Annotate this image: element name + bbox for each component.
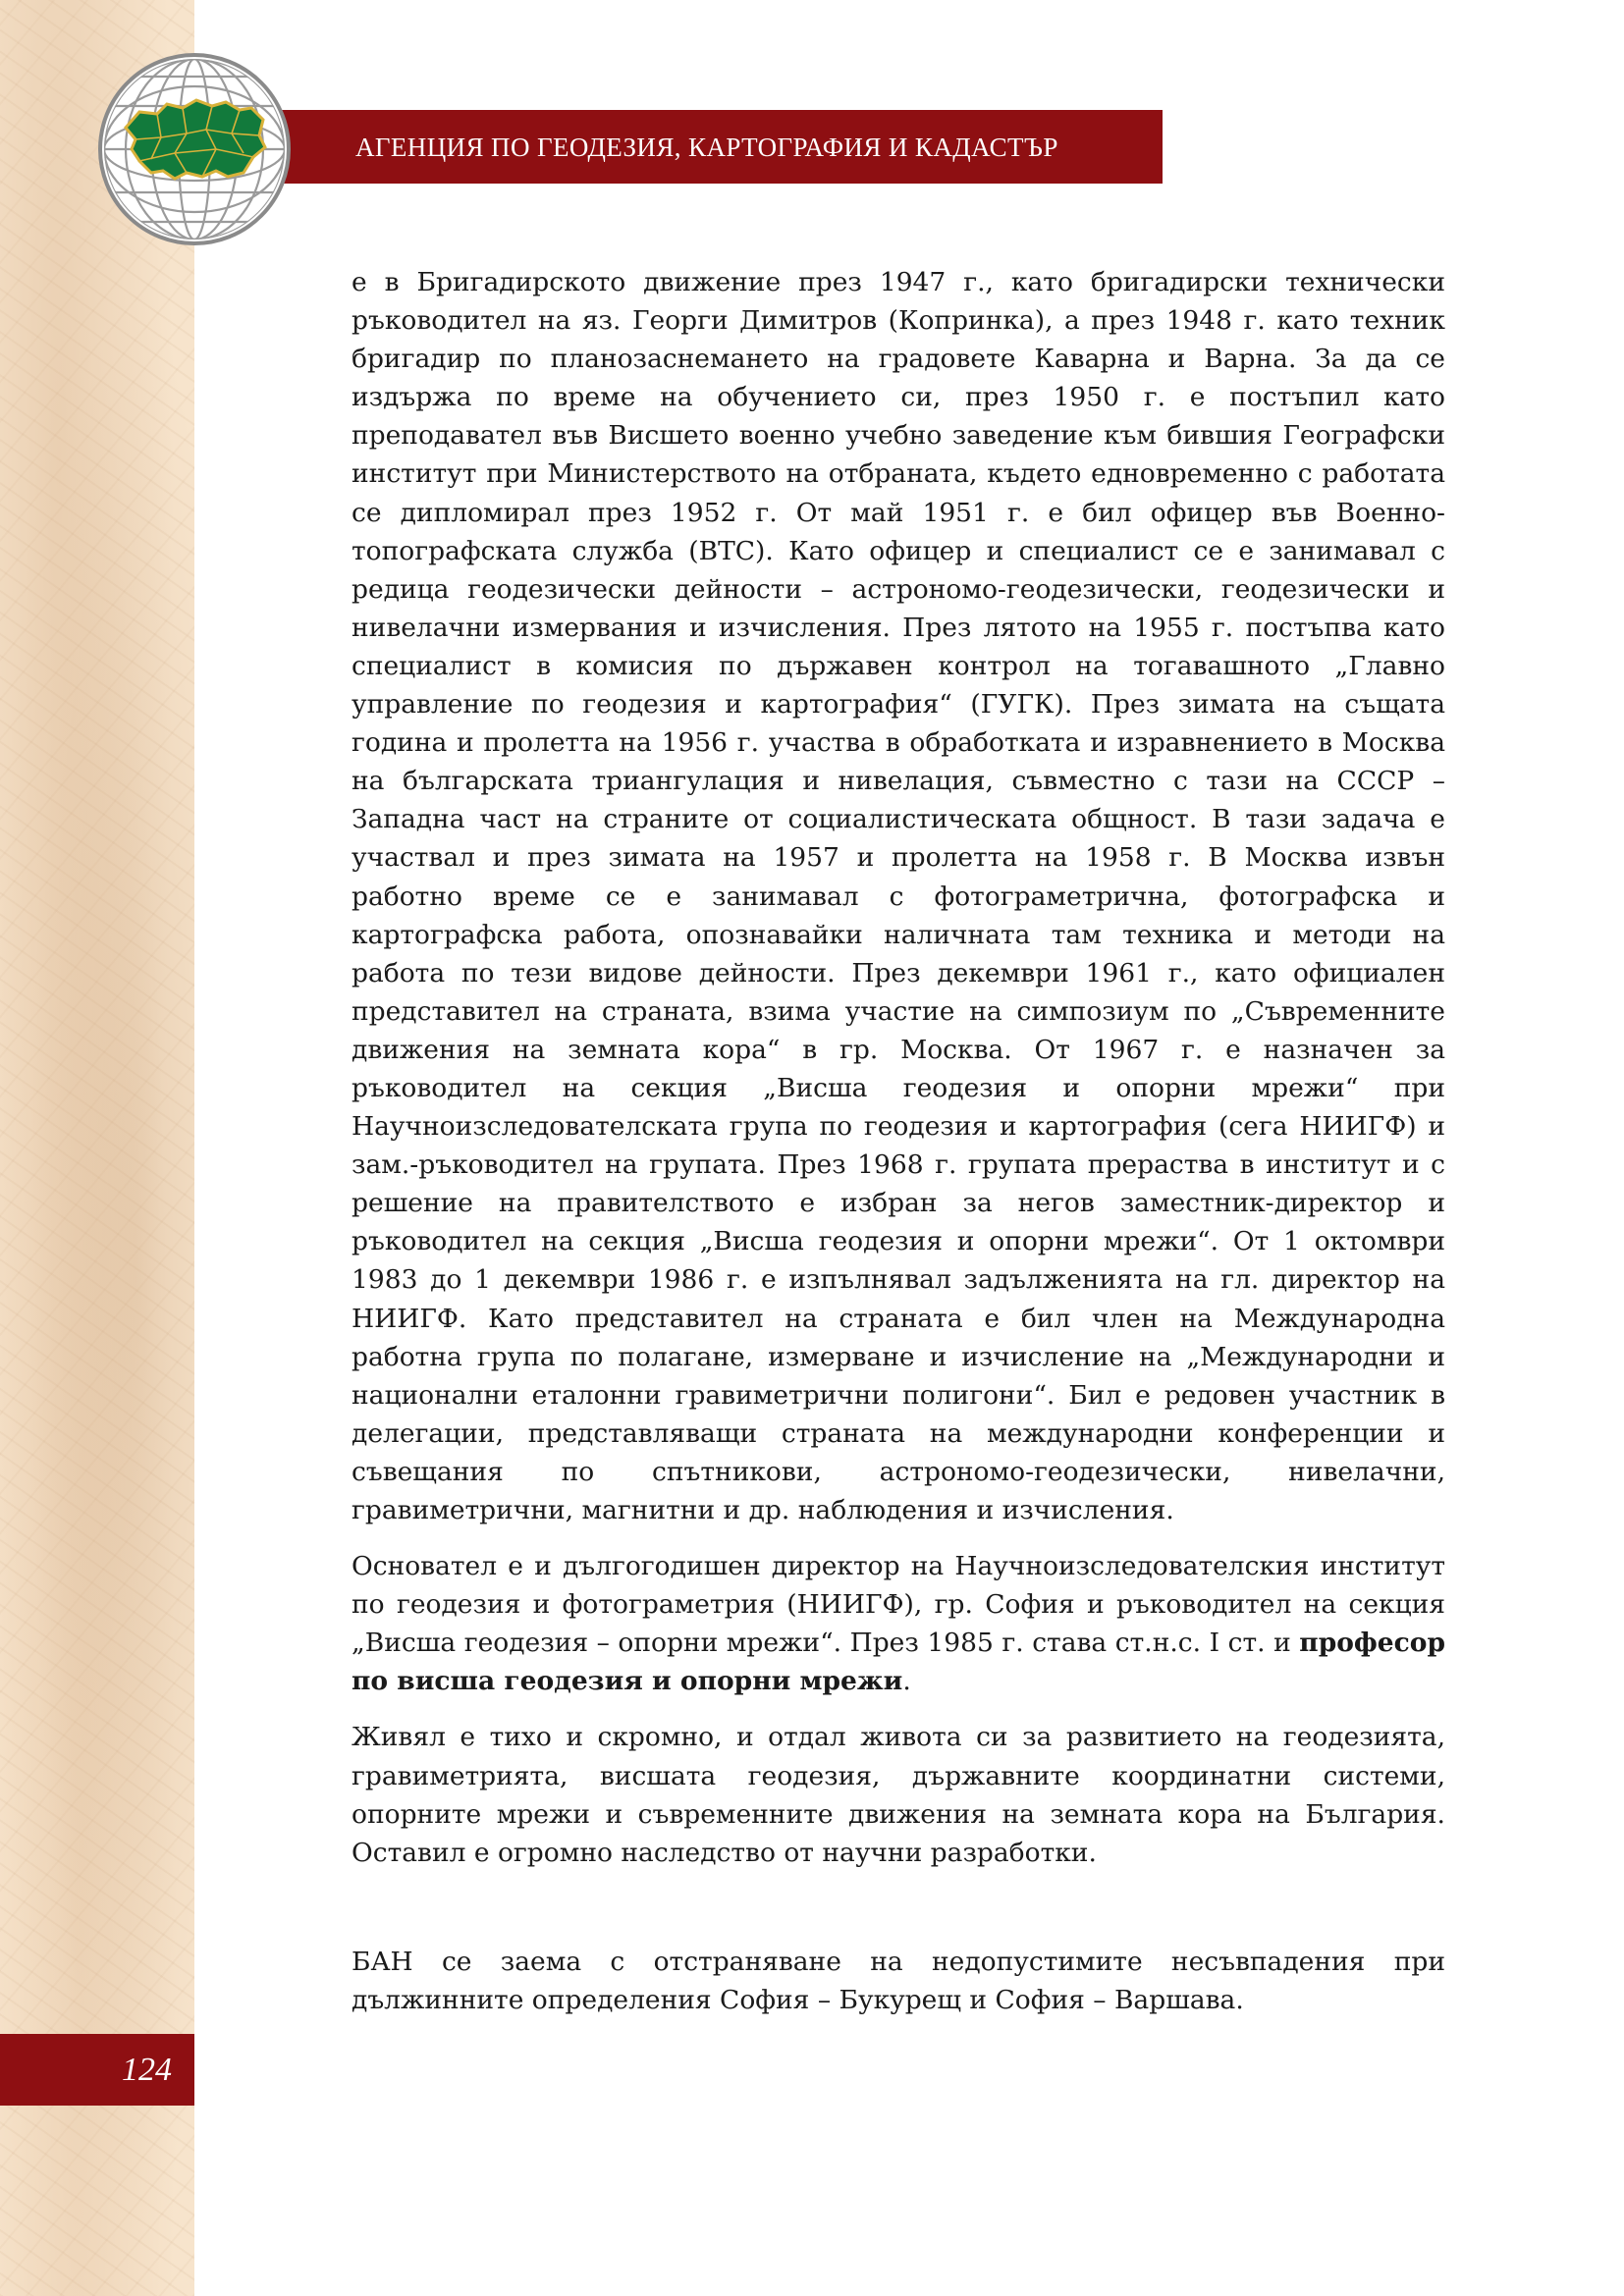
body-paragraph-2 <box>352 1547 1445 1700</box>
body-paragraph-3: Живял е тихо и скромно, и отдал живота си за развитието на геодезията, гравиметрията, висшата геодезия, държавните координатни системи, опорните мрежи и съвременните движения на земната кора на България. Оставил е огромно наследство от научни разработки. <box>352 1722 1445 1868</box>
page-number: 124 <box>122 2052 172 2088</box>
globe-with-bulgaria-map-icon <box>96 51 293 247</box>
header-title: АГЕНЦИЯ ПО ГЕОДЕЗИЯ, КАРТОГРАФИЯ И КАДАСТЪР <box>355 133 1058 162</box>
emphasis-professor-title: професор по висша геодезия и опорни мрежи <box>352 1628 1445 1697</box>
paragraph-text: Основател е и дългогодишен директор на Научноизследователския институт по геодезия и фотограметрия (НИИГФ), гр. София и ръководител на секция „Висша геодезия – опорни мрежи“. През 1985 г. става ст.н.с. I ст. и <box>352 1551 1445 1659</box>
paragraph-end: . <box>902 1666 911 1697</box>
article-body <box>352 263 1445 2037</box>
decorative-side-strip <box>0 0 194 2296</box>
body-paragraph-4: БАН се заема с отстраняване на недопустимите несъвпадения при дължинните определения София – Букурещ и София – Варшава. <box>352 1946 1445 2015</box>
body-paragraph-1: е в Бригадирското движение през 1947 г., като бригадирски технически ръководител на яз. Георги Димитров (Копринка), а през 1948 г. като техник бригадир по планозаснемането на градовете Каварна и Варна. За да се издържа по време на обучението си, през 1950 г. е постъпил като преподавател във Висшето военно учебно заведение към бившия Географски институт при Министерството на отбраната, където едновременно с работата се дипломирал през 1952 г. От май 1951 г. е бил офицер във Военно-топографската служба (ВТС). Като офицер и специалист се е занимавал с редица геодезически дейности – астрономо-геодезически, геодезически и нивелачни измервания и изчисления. През лятото на 1955 г. постъпва като специалист в комисия по държавен контрол на тогавашното „Главно управление по геодезия и картография“ (ГУГК). През зимата на същата година и пролетта на 1956 г. участва в обработката и изравнението в Москва на българската триангулация и нивелация, съвместно с тази на СССР – Западна част на страните от социалистическата общност. В тази задача е участвал и през зимата на 1957 и пролетта на 1958 г. В Москва извън работно време се е занимавал с фотограметрична, фотографска и картографска работа, опознавайки наличната там техника и методи на работа по тези видове дейности. През декември 1961 г., като официален представител на страната, взима участие на симпозиум по „Съвременните движения на земната кора“ в гр. Москва. От 1967 г. е назначен за ръководител на секция „Висша геодезия и опорни мрежи“ при Научноизследователската група по геодезия и картография (сега НИИГФ) и зам.-ръководител на групата. През 1968 г. групата прераства в институт и с решение на правителството е избран за негов заместник-директор и ръководител на секция „Висша геодезия и опорни мрежи“. От 1 октомври 1983 до 1 декември 1986 г. е изпълнявал задълженията на гл. директор на НИИГФ. Като представител на страната е бил член на Международна работна група по полагане, измерване и изчисление на „Международни и национални еталонни гравиметрични полигони“. Бил е редовен участник в делегации, представляващи страната на международни конференции и съвещания по спътникови, астрономо-геодезически, нивелачни, гравиметрични, магнитни и др. наблюдения и изчисления. <box>352 267 1445 1525</box>
